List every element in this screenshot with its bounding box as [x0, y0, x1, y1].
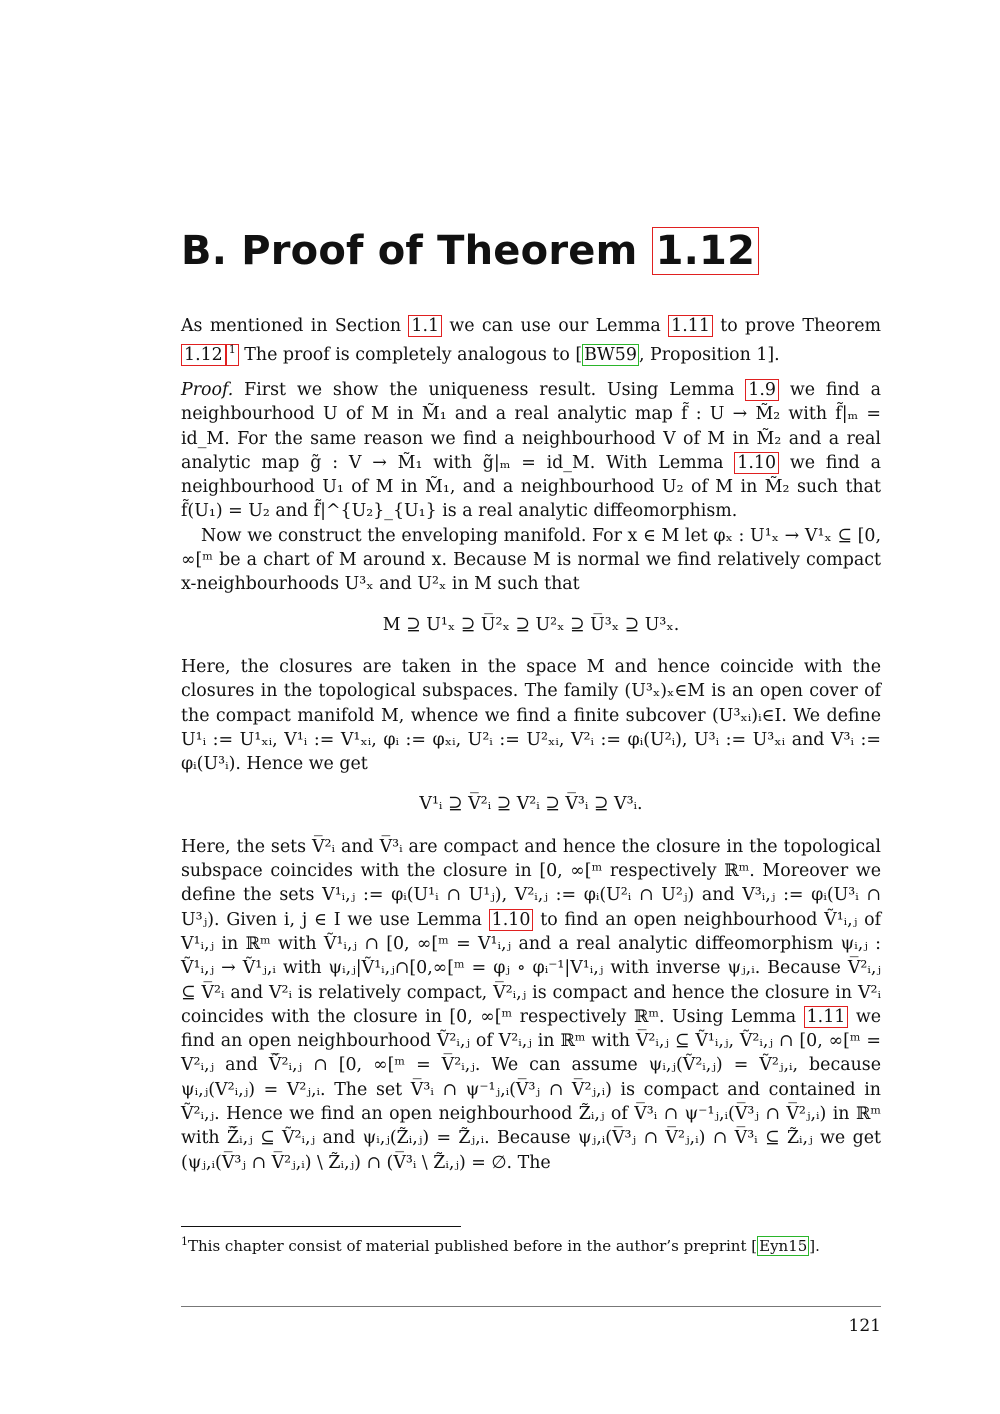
footnote-divider	[181, 1226, 461, 1227]
proof-text: we find a neighbourhood U₁ of M in M̃₁, and a neighbourhood U₂ of M in M̃₂ such that f̃(U₁) = U₂ and f̃|^{U₂}_{U₁} is a real analytic diffeomorphism.	[181, 452, 881, 522]
display-equation: V¹ᵢ ⊇ V̅²ᵢ ⊇ V²ᵢ ⊇ V̅³ᵢ ⊇ V³ᵢ.	[419, 794, 643, 815]
proof-paragraph-2: Now we construct the enveloping manifold. For x ∈ M let φₓ : U¹ₓ → V¹ₓ ⊆ [0, ∞[ᵐ be a chart of M around x. Because M is normal we find relatively compact x-neighbourhoods U³ₓ and U²ₓ in M such that	[181, 525, 881, 595]
chapter-title	[181, 228, 759, 274]
section-ref-link[interactable]: 1.1	[408, 315, 442, 337]
proof-label: Proof.	[181, 380, 234, 400]
lemma-ref-link[interactable]: 1.9	[745, 379, 779, 401]
citation-link[interactable]: BW59	[584, 345, 637, 366]
footer-divider	[181, 1306, 881, 1307]
proof-text: we find an open neighbourhood Ṽ²ᵢ,ⱼ of V²ᵢ,ⱼ in ℝᵐ with V̅²ᵢ,ⱼ ⊆ Ṽ¹ᵢ,ⱼ, Ṽ²ᵢ,ⱼ ∩ [0, ∞[ᵐ = V²ᵢ,ⱼ and V̅̃²ᵢ,ⱼ ∩ [0, ∞[ᵐ = V̅²ᵢ,ⱼ. We can assume ψᵢ,ⱼ(Ṽ²ᵢ,ⱼ) = Ṽ²ⱼ,ᵢ, because ψᵢ,ⱼ(V²ᵢ,ⱼ) = V²ⱼ,ᵢ. The set V̅³ᵢ ∩ ψ⁻¹ⱼ,ᵢ(V̅³ⱼ ∩ V̅²ⱼ,ᵢ) is compact and contained in Ṽ²ᵢ,ⱼ. Hence we find an open neighbourhood Z̃ᵢ,ⱼ of V̅³ᵢ ∩ ψ⁻¹ⱼ,ᵢ(V̅³ⱼ ∩ V̅²ⱼ,ᵢ) in ℝᵐ with Z̅̃ᵢ,ⱼ ⊆ Ṽ²ᵢ,ⱼ and ψᵢ,ⱼ(Z̃ᵢ,ⱼ) = Z̃ⱼ,ᵢ. Because ψⱼ,ᵢ(V̅³ⱼ ∩ V̅²ⱼ,ᵢ) ∩ V̅³ᵢ ⊆ Z̃ᵢ,ⱼ we get (ψⱼ,ᵢ(V̅³ⱼ ∩ V̅²ⱼ,ᵢ) \ Z̃ᵢ,ⱼ) ∩ (V̅³ᵢ \ Z̃ᵢ,ⱼ) = ∅. The	[181, 1006, 882, 1173]
intro-text: The proof is completely analogous to	[244, 345, 570, 366]
intro-text: , Proposition 1].	[638, 345, 780, 366]
proof-paragraph-3: Here, the closures are taken in the space M and hence coincide with the closures in the topological subspaces. The family (U³ₓ)ₓ∈M is an open cover of the compact manifold M, whence we find a finite subcover (U³ₓᵢ)ᵢ∈I. We define U¹ᵢ := U¹ₓᵢ, V¹ᵢ := V¹ₓᵢ, φᵢ := φₓᵢ, U²ᵢ := U²ₓᵢ, V²ᵢ := φᵢ(U²ᵢ), U³ᵢ := U³ₓᵢ and V³ᵢ := φᵢ(U³ᵢ). Hence we get	[181, 656, 881, 775]
proof-paragraph-1	[181, 378, 881, 524]
intro-text: As mentioned in Section	[181, 316, 402, 336]
chapter-title-text: B. Proof of Theorem	[181, 228, 638, 274]
lemma-ref-link[interactable]: 1.11	[668, 315, 713, 337]
lemma-ref-link[interactable]: 1.10	[489, 909, 534, 931]
theorem-ref-link[interactable]: 1.12	[181, 344, 226, 366]
proof-text: Here, the sets V̅²ᵢ and V̅³ᵢ are compact and hence the closure in the topological subspace coincides with the closure in [0, ∞[ᵐ respectively ℝᵐ. Moreover we define the sets V¹ᵢ,ⱼ := φᵢ(U¹ᵢ ∩ U¹ⱼ), V²ᵢ,ⱼ := φᵢ(U²ᵢ ∩ U²ⱼ) and V³ᵢ,ⱼ := φᵢ(U³ᵢ ∩ U³ⱼ). Given i, j ∈ I we use Lemma	[181, 836, 881, 930]
proof-block	[181, 378, 881, 1175]
citation-link[interactable]: Eyn15	[759, 1237, 808, 1255]
theorem-ref-link[interactable]: 1.12	[652, 227, 760, 275]
proof-text: to find an open neighbourhood Ṽ¹ᵢ,ⱼ of V¹ᵢ,ⱼ in ℝᵐ with Ṽ¹ᵢ,ⱼ ∩ [0, ∞[ᵐ = V¹ᵢ,ⱼ and a real analytic diffeomorphism ψᵢ,ⱼ : Ṽ¹ᵢ,ⱼ → Ṽ¹ⱼ,ᵢ with ψᵢ,ⱼ|Ṽ¹ᵢ,ⱼ∩[0,∞[ᵐ = φⱼ ∘ φᵢ⁻¹|V¹ᵢ,ⱼ with inverse ψⱼ,ᵢ. Because V̅²ᵢ,ⱼ ⊆ V̅²ᵢ and V²ᵢ is relatively compact, V̅²ᵢ,ⱼ is compact and hence the closure in V²ᵢ coincides with the closure in [0, ∞[ᵐ respectively ℝᵐ. Using Lemma	[181, 909, 882, 1027]
proof-text: First we show the uniqueness result. Using Lemma	[244, 380, 735, 400]
footnote-ref-link[interactable]	[226, 344, 239, 366]
lemma-ref-link[interactable]: 1.10	[734, 452, 779, 474]
intro-paragraph: As mentioned in Section 1.1 we can use our Lemma 1.11 to prove Theorem 1.12 $^1$ The proof is completely analogous to [ BW59 , Proposition 1].	[181, 316, 882, 366]
display-equation: M ⊇ U¹ₓ ⊇ U̅²ₓ ⊇ U²ₓ ⊇ U̅³ₓ ⊇ U³ₓ.	[382, 614, 680, 635]
proof-text: we find a neighbourhood U of M in M̃₁ and a real analytic map f̃ : U → M̃₂ with f̃|ₘ = id_M. For the same reason we find a neighbourhood V of M in M̃₂ and a real analytic map g̃ : V → M̃₁ with g̃|ₘ = id_M. With Lemma	[181, 380, 881, 473]
footnote-mark: 1	[228, 343, 236, 357]
intro-text: to prove Theorem	[720, 316, 882, 336]
footnote-text: This chapter consist of material published before in the author’s preprint	[188, 1237, 747, 1255]
lemma-ref-link[interactable]: 1.11	[804, 1006, 849, 1028]
proof-paragraph-4	[181, 835, 881, 1175]
intro-text: we can use our Lemma	[449, 316, 661, 336]
footnote-number: 1	[181, 1235, 188, 1248]
footnote: $^1$This chapter consist of material published before in the author’s preprint [ Eyn15 ].	[181, 1235, 820, 1255]
page-number: 121	[848, 1316, 881, 1336]
footnote-end: .	[815, 1237, 820, 1255]
